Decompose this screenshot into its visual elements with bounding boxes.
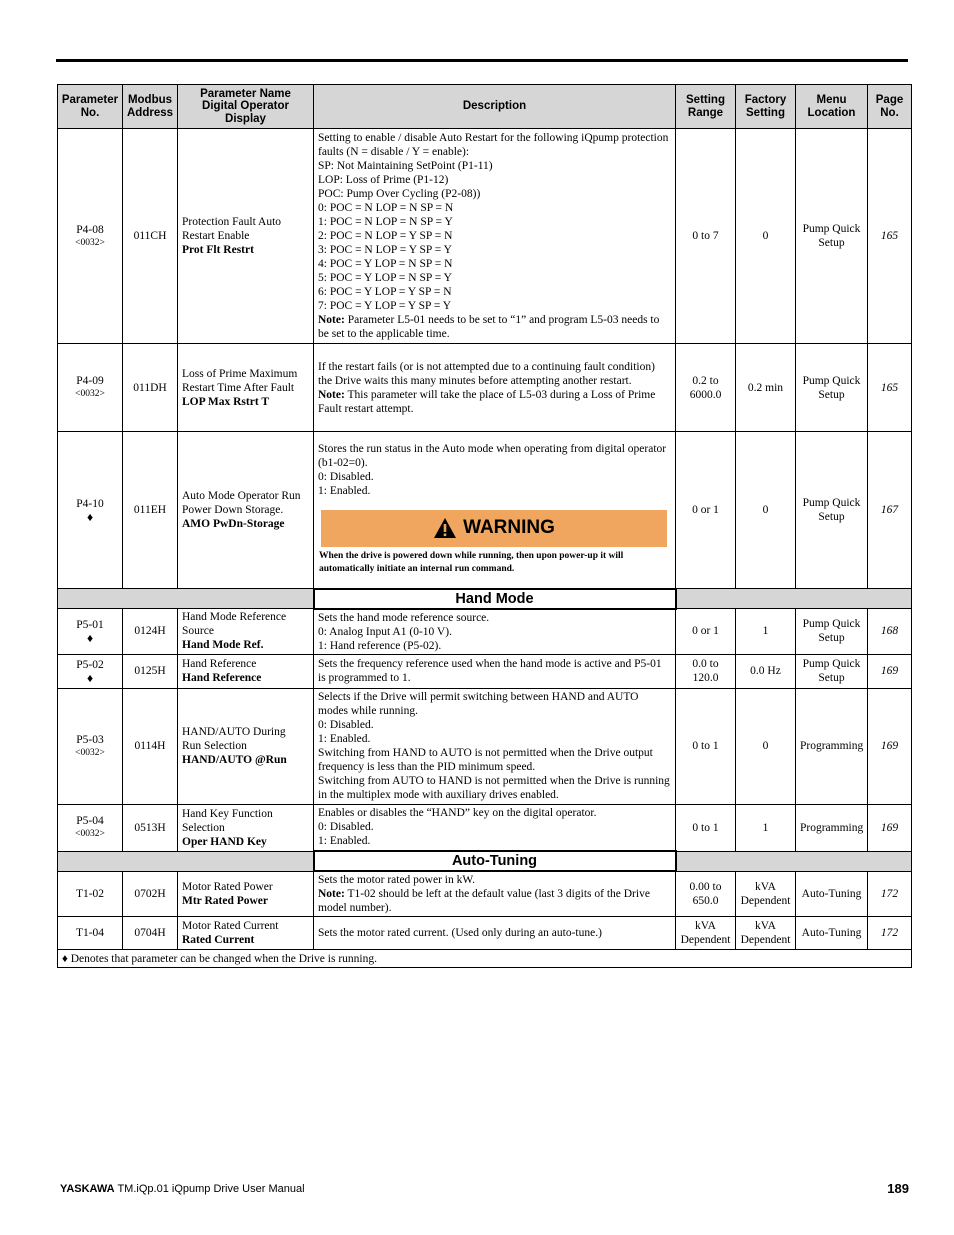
section-row-hand-mode [58, 589, 912, 609]
header-setting-range: Setting Range [676, 85, 736, 129]
footer-manual-title [60, 1183, 305, 1195]
param-no: P4-09 <0032> [58, 344, 123, 432]
page-link[interactable]: 169 [868, 804, 912, 851]
header-row [58, 85, 912, 129]
param-name: Auto Mode Operator Run Power Down Storage. AMO PwDn-Storage [178, 432, 314, 589]
section-fill-left [58, 589, 314, 609]
page-link[interactable]: 172 [868, 871, 912, 917]
setting-range: kVA Dependent [676, 917, 736, 950]
header-menu-location: Menu Location [796, 85, 868, 129]
parameter-table [57, 84, 912, 968]
factory-setting: 0.2 min [736, 344, 796, 432]
warning-banner [321, 510, 667, 547]
menu-location: Programming [796, 804, 868, 851]
modbus-address: 0125H [123, 654, 178, 688]
param-name: Loss of Prime Maximum Restart Time After Fault LOP Max Rstrt T [178, 344, 314, 432]
page-link[interactable]: 169 [868, 654, 912, 688]
table-row [58, 871, 912, 917]
table-row [58, 917, 912, 950]
diamond-icon: ♦ [86, 509, 94, 524]
setting-range: 0 or 1 [676, 432, 736, 589]
footnote: ♦ Denotes that parameter can be changed when the Drive is running. [58, 950, 912, 968]
table-row [58, 129, 912, 344]
modbus-address: 0124H [123, 609, 178, 655]
param-name: Protection Fault Auto Restart Enable Prot Flt Restrt [178, 129, 314, 344]
description: Sets the frequency reference used when the hand mode is active and P5-01 is programmed to 1. [314, 654, 676, 688]
param-no: T1-04 [58, 917, 123, 950]
section-title-hand-mode: Hand Mode [314, 589, 676, 609]
page-link[interactable]: 168 [868, 609, 912, 655]
header-page-no: Page No. [868, 85, 912, 129]
header-description: Description [314, 85, 676, 129]
param-no: P4-08 <0032> [58, 129, 123, 344]
page-link[interactable]: 169 [868, 688, 912, 804]
modbus-address: 0513H [123, 804, 178, 851]
header-factory-setting: Factory Setting [736, 85, 796, 129]
menu-location: Auto-Tuning [796, 871, 868, 917]
description: If the restart fails (or is not attempted due to a continuing fault condition) the Drive waits this many minutes before attempting another restart. Note: This parameter will take the place of L5-03 during a Loss of Prime Fault restart attempt. [314, 344, 676, 432]
page-link[interactable]: 172 [868, 917, 912, 950]
param-name: Hand Reference Hand Reference [178, 654, 314, 688]
param-name: Motor Rated Power Mtr Rated Power [178, 871, 314, 917]
modbus-address: 0114H [123, 688, 178, 804]
description: Selects if the Drive will permit switching between HAND and AUTO modes while running. 0: Disabled. 1: Enabled. Switching from HAND to AUTO is not permitted when the Drive output frequency is less than the PID minimum speed. Switching from AUTO to HAND is not permitted when the Drive is running in the multiplex mode with auxiliary drives enabled. [314, 688, 676, 804]
setting-range: 0.2 to 6000.0 [676, 344, 736, 432]
modbus-address: 011DH [123, 344, 178, 432]
page-number: 189 [887, 1181, 909, 1196]
modbus-address: 011CH [123, 129, 178, 344]
section-row-auto-tuning [58, 851, 912, 871]
param-name: Hand Key Function Selection Oper HAND Key [178, 804, 314, 851]
warning-label: WARNING [463, 517, 555, 539]
diamond-icon: ♦ [86, 670, 94, 685]
section-title-auto-tuning: Auto-Tuning [314, 851, 676, 871]
param-no: P5-01 ♦ [58, 609, 123, 655]
param-no: P5-04 <0032> [58, 804, 123, 851]
warning-triangle-icon [433, 517, 457, 539]
factory-setting: 1 [736, 804, 796, 851]
description: Sets the motor rated power in kW. Note: T1-02 should be left at the default value (last 3 digits of the Drive model number). [314, 871, 676, 917]
param-name: Hand Mode Reference Source Hand Mode Ref. [178, 609, 314, 655]
description: Setting to enable / disable Auto Restart for the following iQpump protection faults (N = disable / Y = enable): SP: Not Maintaining SetPoint (P1-11) LOP: Loss of Prime (P1-12) POC: Pump Over Cycling (P2-08)) 0: POC = N LOP = N SP = N 1: POC = N LOP = N SP = Y 2: POC = N LOP = Y SP = N 3: POC = N LOP = Y SP = Y 4: POC = Y LOP = N SP = N 5: POC = Y LOP = N SP = Y 6: POC = Y LOP = Y SP = N 7: POC = Y LOP = Y SP = Y Note: Parameter L5-01 needs to be set to “1” and program L5-03 needs to be set to the applicable time. [314, 129, 676, 344]
param-no: P4-10 ♦ [58, 432, 123, 589]
param-name: HAND/AUTO During Run Selection HAND/AUTO @Run [178, 688, 314, 804]
modbus-address: 0704H [123, 917, 178, 950]
factory-setting: 1 [736, 609, 796, 655]
setting-range: 0 to 1 [676, 804, 736, 851]
table-row [58, 344, 912, 432]
setting-range: 0 or 1 [676, 609, 736, 655]
factory-setting: 0 [736, 129, 796, 344]
top-rule [56, 59, 908, 62]
menu-location: Pump Quick Setup [796, 432, 868, 589]
page-link[interactable]: 165 [868, 129, 912, 344]
diamond-icon: ♦ [86, 630, 94, 645]
table-row [58, 804, 912, 851]
warning-text: When the drive is powered down while running, then upon power-up it will automatically initiate an internal run command. [319, 550, 624, 574]
section-fill-left [58, 851, 314, 871]
description: Stores the run status in the Auto mode when operating from digital operator (b1-02=0). 0: Disabled. 1: Enabled. WARNING When the drive is powered down while running, then upon power-up it will automatically initiate an internal run command. [314, 432, 676, 589]
table-row [58, 432, 912, 589]
description: Sets the motor rated current. (Used only during an auto-tune.) [314, 917, 676, 950]
page-link[interactable]: 165 [868, 344, 912, 432]
menu-location: Pump Quick Setup [796, 609, 868, 655]
factory-setting: 0 [736, 688, 796, 804]
header-param-name: Parameter Name Digital Operator Display [178, 85, 314, 129]
table-row [58, 654, 912, 688]
factory-setting: 0 [736, 432, 796, 589]
modbus-address: 0702H [123, 871, 178, 917]
description: Enables or disables the “HAND” key on the digital operator. 0: Disabled. 1: Enabled. [314, 804, 676, 851]
menu-location: Auto-Tuning [796, 917, 868, 950]
setting-range: 0.00 to 650.0 [676, 871, 736, 917]
factory-setting: kVA Dependent [736, 917, 796, 950]
param-no: T1-02 [58, 871, 123, 917]
param-no: P5-03 <0032> [58, 688, 123, 804]
factory-setting: kVA Dependent [736, 871, 796, 917]
page-link[interactable]: 167 [868, 432, 912, 589]
setting-range: 0 to 7 [676, 129, 736, 344]
header-param-no: Parameter No. [58, 85, 123, 129]
section-fill-right [676, 589, 912, 609]
footer-brand: YASKAWA [60, 1183, 115, 1195]
factory-setting: 0.0 Hz [736, 654, 796, 688]
description: Sets the hand mode reference source. 0: Analog Input A1 (0-10 V). 1: Hand reference (P5-02). [314, 609, 676, 655]
table-row [58, 609, 912, 655]
param-no: P5-02 ♦ [58, 654, 123, 688]
setting-range: 0.0 to 120.0 [676, 654, 736, 688]
footer-manual: TM.iQp.01 iQpump Drive User Manual [114, 1183, 305, 1195]
footnote-row [58, 950, 912, 968]
menu-location: Pump Quick Setup [796, 654, 868, 688]
header-modbus: Modbus Address [123, 85, 178, 129]
setting-range: 0 to 1 [676, 688, 736, 804]
param-name: Motor Rated Current Rated Current [178, 917, 314, 950]
menu-location: Pump Quick Setup [796, 344, 868, 432]
table-row [58, 688, 912, 804]
modbus-address: 011EH [123, 432, 178, 589]
menu-location: Programming [796, 688, 868, 804]
menu-location: Pump Quick Setup [796, 129, 868, 344]
section-fill-right [676, 851, 912, 871]
